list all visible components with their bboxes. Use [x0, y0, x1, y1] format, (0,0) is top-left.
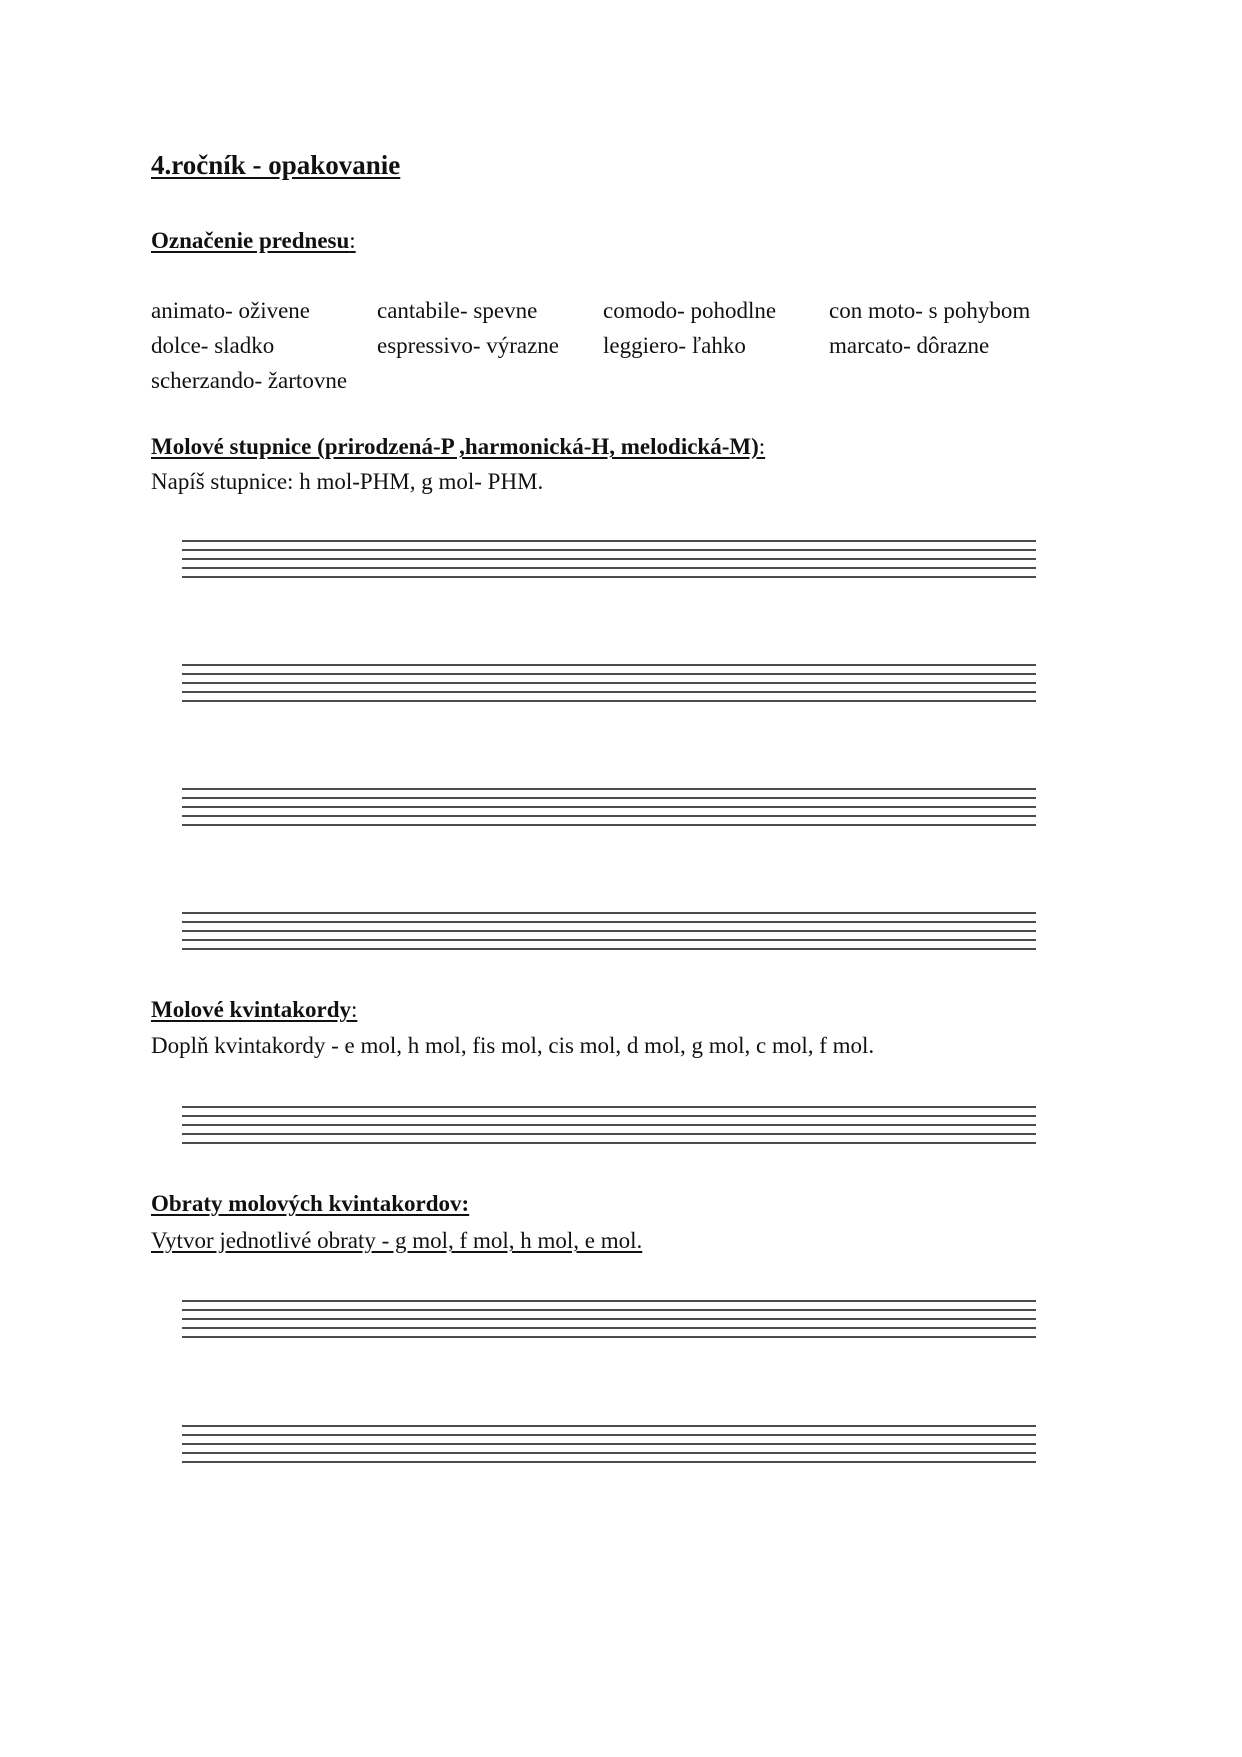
heading-triad-inversions-text: Obraty molových kvintakordov:: [151, 1191, 470, 1216]
term-comodo: comodo- pohodlne: [603, 298, 777, 323]
heading-tempo-markings-text: Označenie prednesu: [151, 228, 350, 253]
page-title: 4.ročník - opakovanie: [151, 150, 401, 180]
tempo-terms-grid: [151, 293, 1071, 398]
instruction-minor-triads: Doplň kvintakordy - e mol, h mol, fis mol, cis mol, d mol, g mol, c mol, f mol.: [151, 1033, 875, 1058]
instruction-minor-scales: Napíš stupnice: h mol-PHM, g mol- PHM.: [151, 469, 544, 494]
heading-tempo-markings: [151, 228, 356, 254]
music-staff[interactable]: [182, 664, 1036, 704]
heading-minor-triads: [151, 997, 357, 1023]
heading-minor-scales-colon: :: [758, 434, 766, 459]
term-scherzando: scherzando- žartovne: [151, 368, 348, 393]
music-staff[interactable]: [182, 540, 1036, 580]
heading-minor-scales-text: Molové stupnice (prirodzená-P ,harmonická-H, melodická-M): [151, 434, 759, 459]
term-cantabile: cantabile- spevne: [377, 298, 538, 323]
music-staff[interactable]: [182, 788, 1036, 828]
heading-minor-scales: [151, 434, 765, 460]
term-dolce: dolce- sladko: [151, 333, 275, 358]
music-staff[interactable]: [182, 1106, 1036, 1146]
instruction-triad-inversions: Vytvor jednotlivé obraty - g mol, f mol, h mol, e mol.: [151, 1228, 643, 1253]
music-staff[interactable]: [182, 1425, 1036, 1465]
term-animato: animato- oživene: [151, 298, 311, 323]
heading-triad-inversions: [151, 1191, 469, 1217]
music-staff[interactable]: [182, 1300, 1036, 1340]
term-con-moto: con moto- s pohybom: [829, 298, 1031, 323]
music-staff[interactable]: [182, 912, 1036, 952]
term-marcato: marcato- dôrazne: [829, 333, 990, 358]
heading-minor-triads-colon: :: [350, 997, 358, 1022]
term-leggiero: leggiero- ľahko: [603, 333, 746, 358]
term-espressivo: espressivo- výrazne: [377, 333, 560, 358]
heading-minor-triads-text: Molové kvintakordy: [151, 997, 351, 1022]
heading-tempo-markings-colon: :: [349, 228, 356, 253]
